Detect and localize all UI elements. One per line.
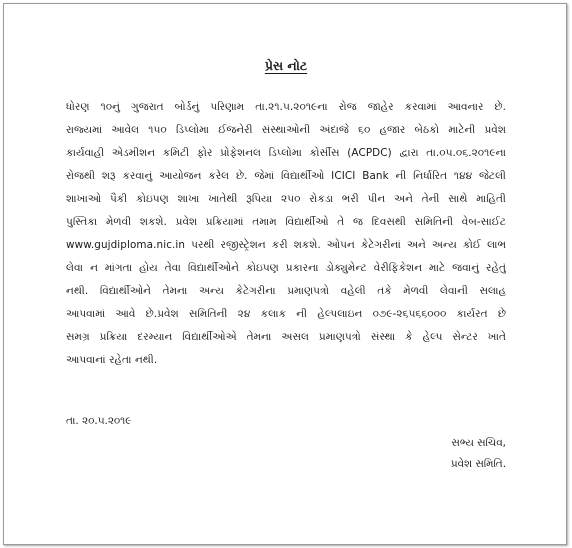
body-line: www.gujdiploma.nic.in પરથી રજીસ્ટ્રેશન કરી શકશે. ઓપન કેટેગરીનાં અને અન્ય કોઈ લાભ (66, 239, 506, 251)
body-line: પુસ્તિકા મેળવી શકશે. પ્રવેશ પ્રક્રિયામાં તમામ વિદ્યાર્થીઓ તે જ દિવસથી સમિતિની વેબ-સાઈટ (66, 216, 506, 228)
press-note-heading: પ્રેસ નોટ (264, 58, 308, 73)
document-title (0, 58, 572, 74)
body-line: નથી. વિદ્યાર્થીઓને તેમના અન્ય કેટેગરીના પ્રમાણપત્રો વહેલી તકે મેળવી લેવાની સલાહ (66, 285, 506, 297)
body-line: આપવામાં આવે છે.પ્રવેશ સમિતિની ૨૪ કલાક ની હેલ્પલાઇન ૦૭૯-૨૬૫૬૬૦૦૦ કાર્યરત છે (66, 308, 506, 320)
signatory-office: પ્રવેશ સમિતિ. (450, 458, 506, 470)
body-line: આપવાનાં રહેતા નથી. (66, 354, 158, 366)
signatory-designation: સભ્ય સચિવ, (451, 437, 506, 449)
body-line: રાજ્યમાં આવેલ ૧૫૦ ડિપ્લોમા ઈજનેરી સંસ્થાઓની અંદાજે ૬૦ હજાર બેઠકો માટેની પ્રવેશ (66, 124, 506, 136)
issue-date: તા. ૨૦.૫.૨૦૧૯ (66, 415, 132, 427)
body-line: કાર્યવાહી એડમીશન કમિટી ફોર પ્રોફેશનલ ડિપ્લોમા કોર્સીસ (ACPDC) દ્વારા તા.૦૫.૦૬.૨૦૧૯ના (66, 147, 506, 159)
body-line: લેવા ન માંગતા હોય તેવા વિદ્યાર્થીઓને કોઇપણ પ્રકારના ડોક્યુમેન્ટ વેરીફિકેશન માટે જવાનું રહેતું (66, 262, 506, 274)
body-line: રોજથી શરૂ કરવાનું આયોજન કરેલ છે. જેમાં વિદ્યાર્થીઓ ICICI Bank ની નિર્ધારિત ૧૪૪ જેટલી (66, 170, 506, 182)
body-line: શાખાઓ પૈકી કોઇપણ શાખા ખાતેથી રૂપિયા ૨૫૦ રોકડા ભરી પીન અને તેની સાથે માહિતી (66, 193, 506, 205)
body-line: ધોરણ ૧૦નું ગુજરાત બોર્ડનું પરિણામ તા.૨૧.૫.૨૦૧૯ના રોજ જાહેર કરવામાં આવનાર છે. (66, 101, 506, 113)
body-line: સમગ્ર પ્રક્રિયા દરમ્યાન વિદ્યાર્થીઓએ તેમના અસલ પ્રમાણપત્રો સંસ્થા કે હેલ્પ સેન્ટર ખાતે (66, 331, 506, 343)
